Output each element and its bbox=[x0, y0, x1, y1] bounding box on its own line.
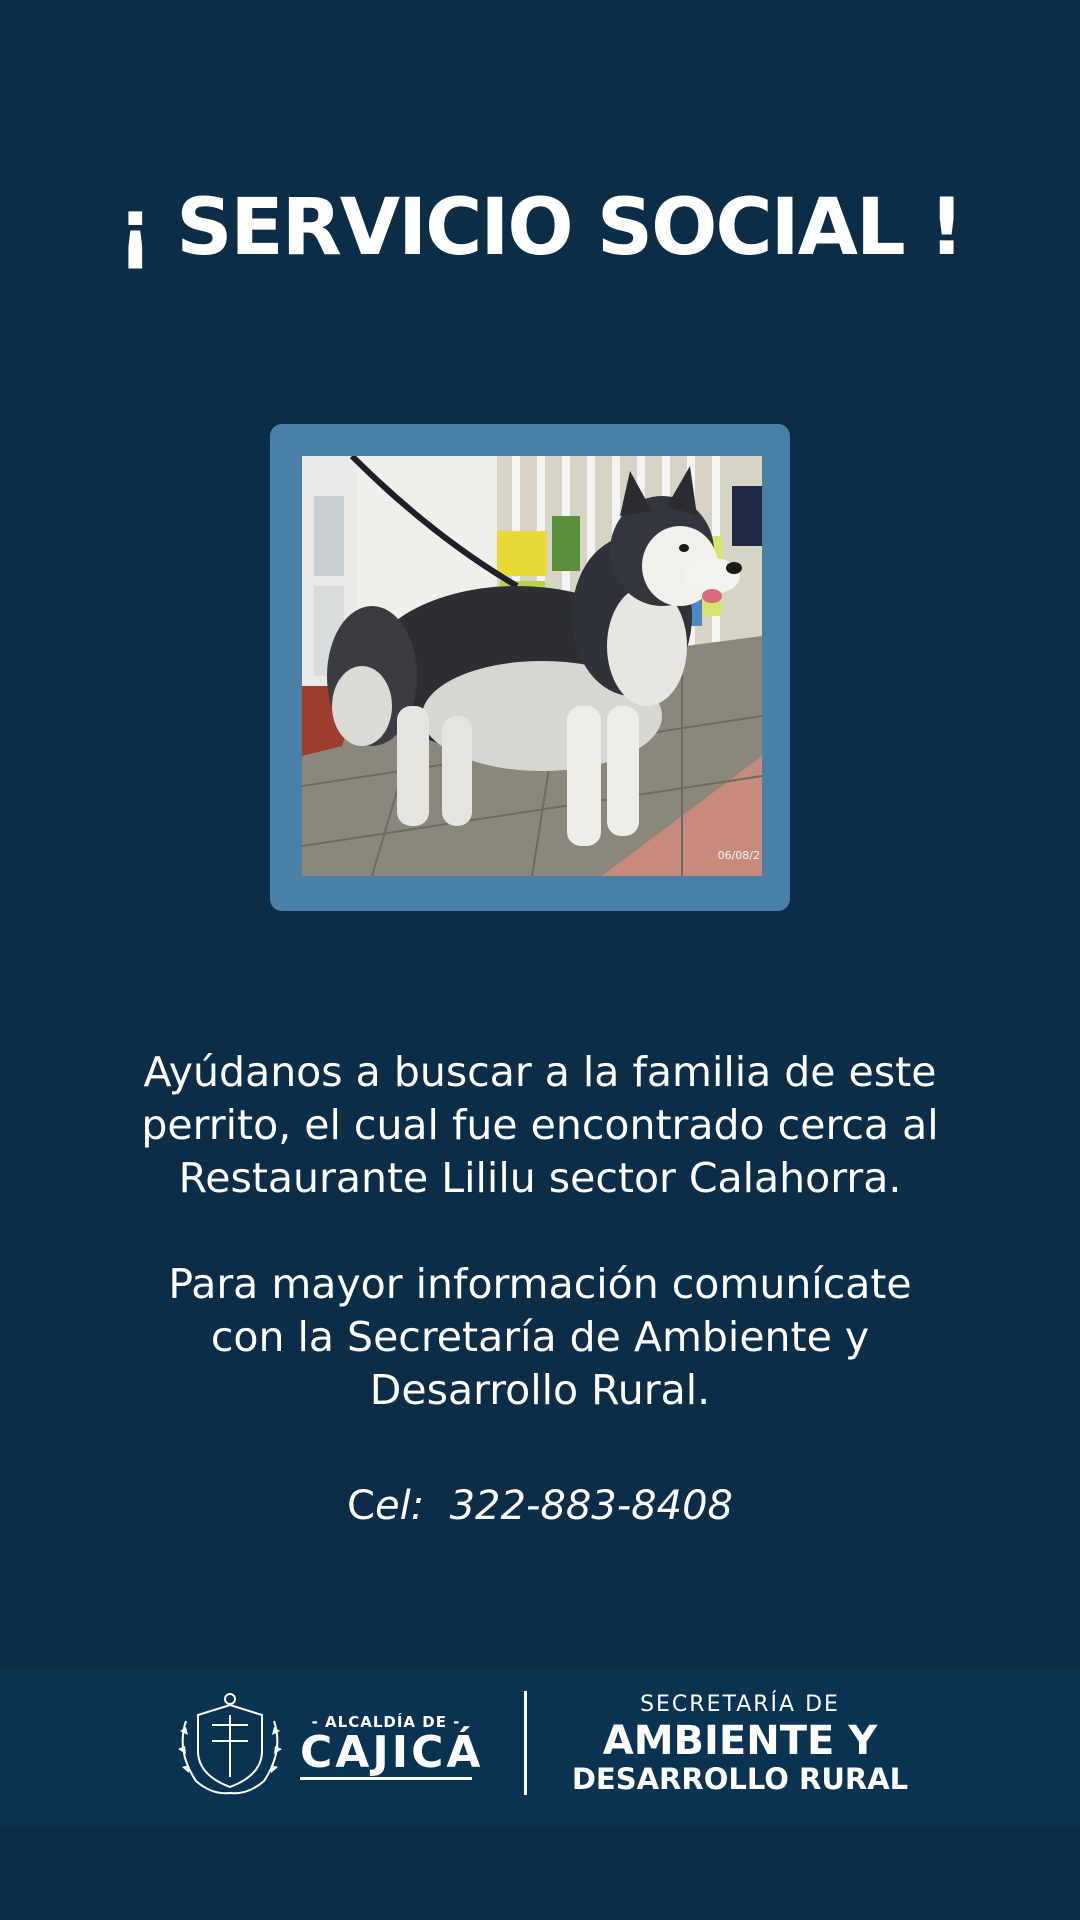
secretaria-line1: SECRETARÍA DE bbox=[640, 1692, 840, 1717]
message-line: perrito, el cual fue encontrado cerca al bbox=[141, 1101, 939, 1149]
secretaria-line3: DESARROLLO RURAL bbox=[571, 1762, 909, 1796]
message-line: Desarrollo Rural. bbox=[369, 1366, 711, 1414]
contact-phone bbox=[0, 1478, 1080, 1534]
page-title: ¡ SERVICIO SOCIAL ! bbox=[117, 183, 963, 273]
message-text bbox=[90, 1046, 990, 1417]
secretaria-line2: AMBIENTE Y bbox=[602, 1718, 878, 1764]
phone-number: 322-883-8408 bbox=[449, 1483, 733, 1529]
message-line: con la Secretaría de Ambiente y bbox=[210, 1313, 870, 1361]
phone-label-c: C bbox=[347, 1483, 375, 1529]
phone-label: el: bbox=[374, 1483, 425, 1529]
dog-photo bbox=[302, 456, 762, 876]
message-line: Para mayor información comunícate bbox=[168, 1260, 912, 1308]
footer-logos bbox=[0, 1669, 1080, 1826]
message-line: Restaurante Lililu sector Calahorra. bbox=[178, 1154, 902, 1202]
message-line: Ayúdanos a buscar a la familia de este bbox=[143, 1048, 937, 1096]
photo-date-stamp: 06/08/2 bbox=[717, 849, 760, 862]
cajica-seal-icon bbox=[172, 1691, 288, 1799]
alcaldia-logo bbox=[300, 1713, 484, 1780]
photo-frame bbox=[270, 424, 790, 911]
alcaldia-name: CAJICÁ bbox=[300, 1727, 484, 1778]
secretaria-logo bbox=[560, 1691, 920, 1795]
logo-divider bbox=[524, 1691, 527, 1795]
alcaldia-prefix: - ALCALDÍA DE - bbox=[311, 1713, 461, 1731]
